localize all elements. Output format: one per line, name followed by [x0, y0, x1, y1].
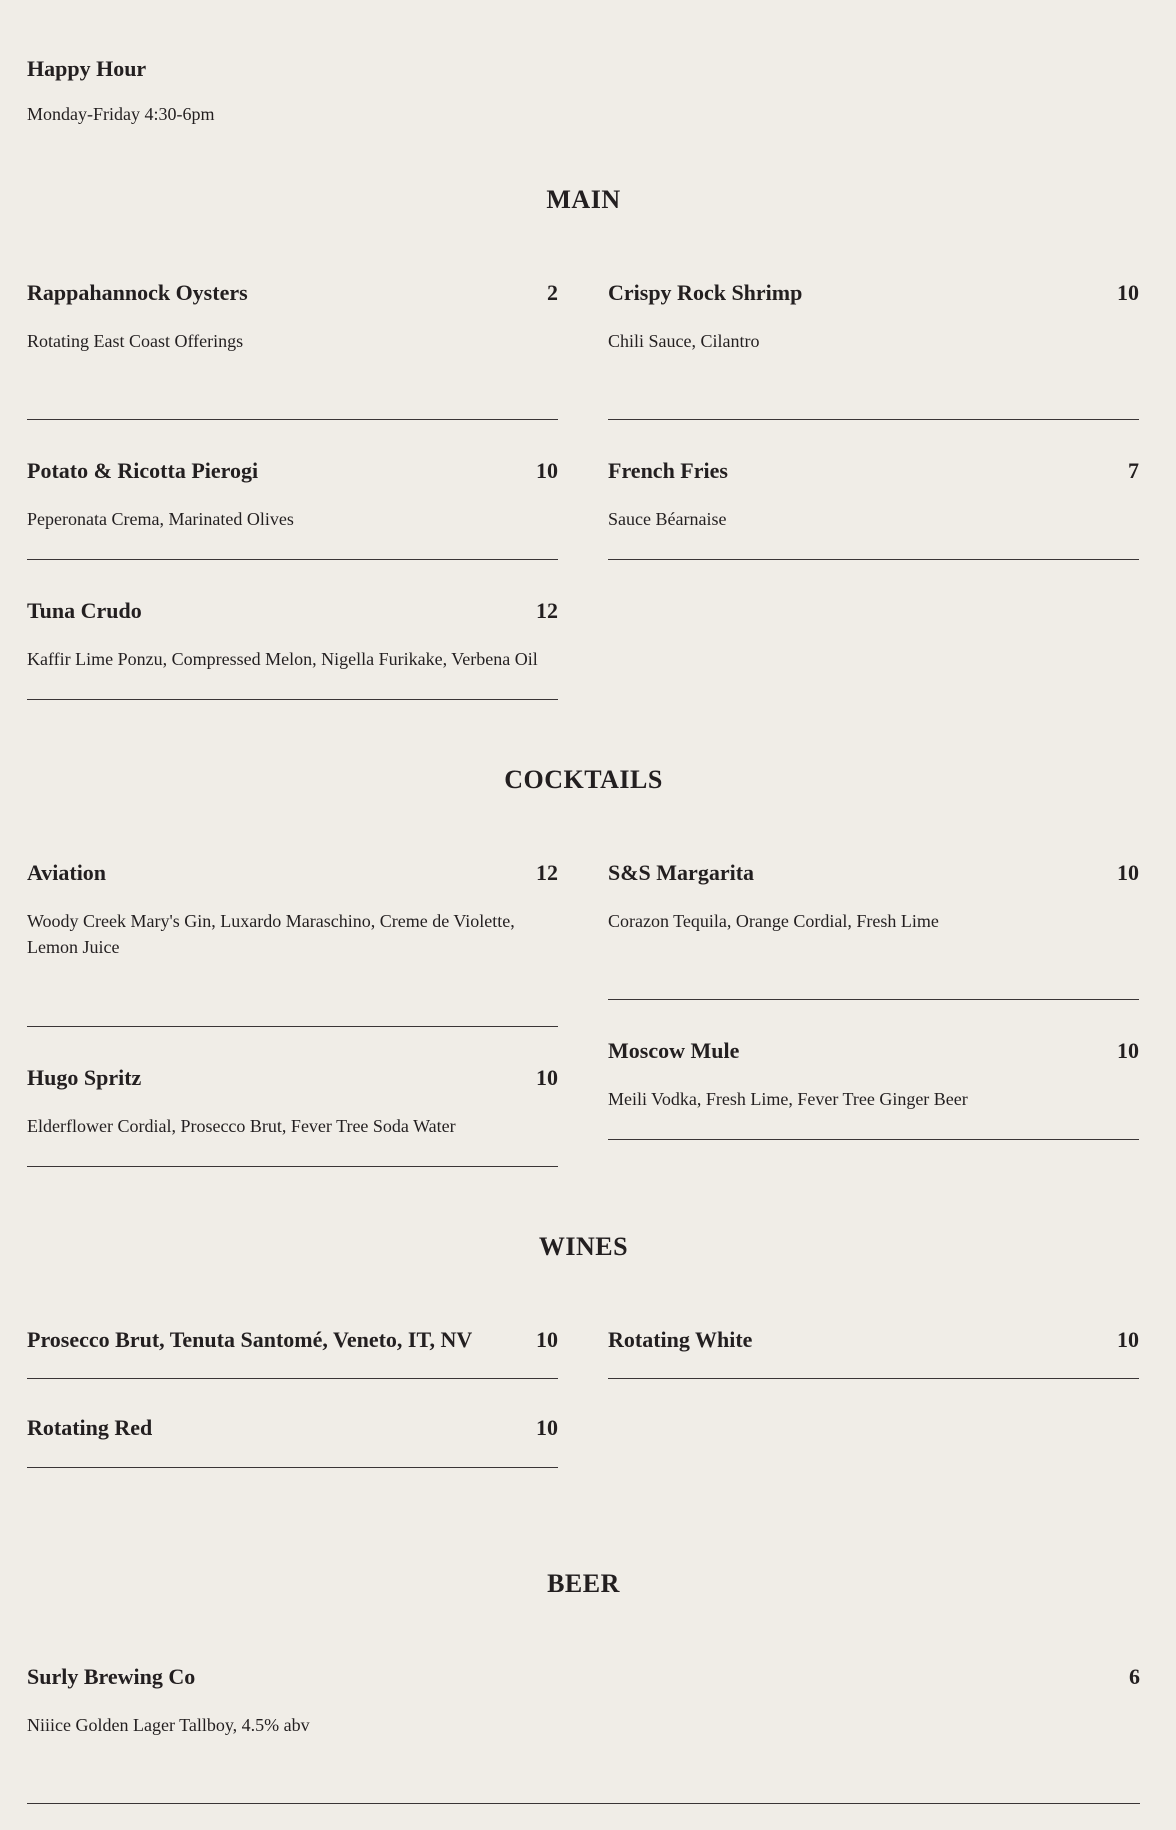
- menu-item: [27, 860, 558, 1027]
- item-name: Surly Brewing Co: [27, 1664, 196, 1689]
- item-name: Crispy Rock Shrimp: [608, 280, 803, 305]
- item-name: Moscow Mule: [608, 1038, 740, 1063]
- wines-left-column: [27, 1327, 558, 1468]
- item-price: 10: [1117, 280, 1139, 305]
- item-name: Rotating White: [608, 1327, 753, 1352]
- item-name: S&S Margarita: [608, 860, 755, 885]
- menu-item: [608, 860, 1139, 1000]
- menu-item: [27, 1027, 558, 1167]
- item-name: Potato & Ricotta Pierogi: [27, 458, 259, 483]
- menu-item: [608, 420, 1139, 560]
- item-name: Aviation: [27, 860, 107, 885]
- item-name: Prosecco Brut, Tenuta Santomé, Veneto, IT, NV: [27, 1327, 473, 1352]
- menu-item: [27, 1327, 558, 1379]
- section-title-main: MAIN: [546, 185, 621, 214]
- happy-hour-hours: Monday-Friday 4:30-6pm: [27, 104, 215, 124]
- wines-right-column: [608, 1327, 1139, 1379]
- item-price: 10: [536, 1065, 558, 1090]
- item-price: 10: [1117, 1038, 1139, 1063]
- beer-column: [27, 1664, 1140, 1804]
- section-title-beer: BEER: [547, 1569, 620, 1598]
- main-right-column: [608, 280, 1139, 560]
- menu-item: [27, 1379, 558, 1468]
- item-description: Kaffir Lime Ponzu, Compressed Melon, Nigella Furikake, Verbena Oil: [27, 649, 538, 669]
- item-name: Tuna Crudo: [27, 598, 142, 623]
- section-title-cocktails: COCKTAILS: [504, 765, 663, 794]
- item-price: 6: [1129, 1664, 1140, 1689]
- item-description: Peperonata Crema, Marinated Olives: [27, 509, 294, 529]
- item-description: Niiice Golden Lager Tallboy, 4.5% abv: [27, 1715, 310, 1735]
- item-description: Corazon Tequila, Orange Cordial, Fresh Lime: [608, 911, 939, 931]
- item-name: Rappahannock Oysters: [27, 280, 248, 305]
- section-title-wines: WINES: [538, 1232, 629, 1261]
- item-description: Woody Creek Mary's Gin, Luxardo Maraschino, Creme de Violette, Lemon Juice: [27, 911, 515, 957]
- item-description: Sauce Béarnaise: [608, 509, 727, 529]
- item-name: Hugo Spritz: [27, 1065, 142, 1090]
- item-name: French Fries: [608, 458, 728, 483]
- cocktails-right-column: [608, 860, 1139, 1140]
- item-name: Rotating Red: [27, 1415, 153, 1440]
- menu-item: [27, 280, 558, 420]
- item-description: Chili Sauce, Cilantro: [608, 331, 760, 351]
- menu-item: [608, 1000, 1139, 1140]
- item-price: 10: [536, 1327, 558, 1352]
- menu-item: [608, 1327, 1139, 1379]
- item-price: 10: [1117, 1327, 1139, 1352]
- menu-item: [27, 420, 558, 560]
- item-price: 12: [536, 860, 558, 885]
- item-price: 10: [536, 1415, 558, 1440]
- item-price: 2: [547, 280, 558, 305]
- menu-item: [27, 560, 558, 700]
- menu-item: [608, 280, 1139, 420]
- item-description: Rotating East Coast Offerings: [27, 331, 244, 351]
- item-description: Elderflower Cordial, Prosecco Brut, Fever Tree Soda Water: [27, 1116, 456, 1136]
- item-price: 10: [536, 458, 558, 483]
- menu-item: [27, 1664, 1140, 1804]
- item-price: 7: [1128, 458, 1139, 483]
- cocktails-left-column: [27, 860, 558, 1167]
- happy-hour-title: Happy Hour: [27, 56, 147, 81]
- item-price: 12: [536, 598, 558, 623]
- item-description: Meili Vodka, Fresh Lime, Fever Tree Ginger Beer: [608, 1089, 968, 1109]
- item-price: 10: [1117, 860, 1139, 885]
- main-left-column: [27, 280, 558, 700]
